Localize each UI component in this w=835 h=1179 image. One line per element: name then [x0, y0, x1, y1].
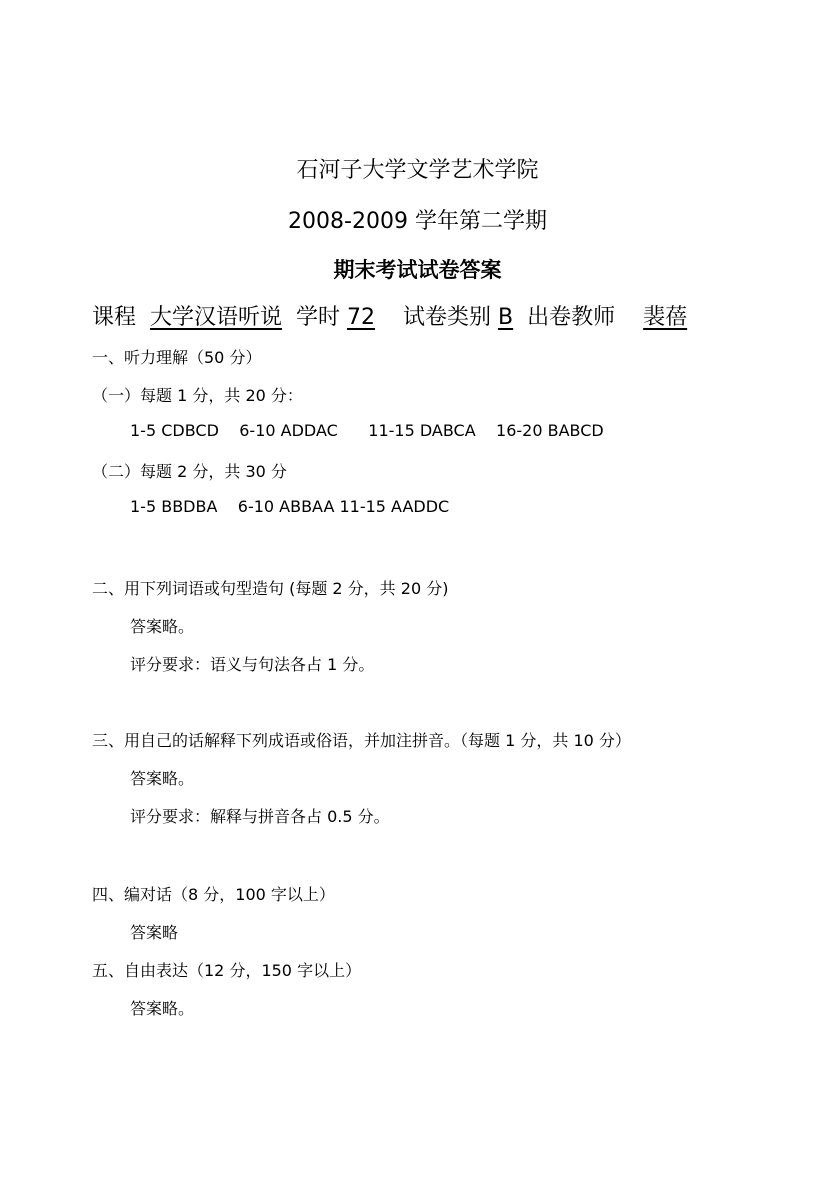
section3-heading: 三、用自己的话解释下列成语或俗语，并加注拼音。（每题 1 分，共 10 分） — [92, 731, 631, 750]
section1-part1-heading: （一）每题 1 分，共 20 分： — [92, 386, 303, 405]
document-title: 期末考试试卷答案 — [333, 258, 502, 282]
section1-part2-heading: （二）每题 2 分，共 30 分 — [92, 462, 287, 481]
term-title: 2008-2009 学年第二学期 — [288, 209, 547, 234]
section1-part2-answers: 1-5 BBDBA 6-10 ABBAA 11-15 AADDC — [130, 497, 450, 516]
section2-heading: 二、用下列词语或句型造句 (每题 2 分，共 20 分) — [92, 579, 449, 598]
hours-label: 学时 — [296, 305, 341, 330]
course-label: 课程 — [92, 305, 137, 330]
section5-answer: 答案略。 — [130, 999, 195, 1018]
type-label: 试卷类别 — [403, 305, 492, 330]
section2-scoring: 评分要求：语义与句法各占 1 分。 — [130, 655, 375, 674]
hours-value: 72 — [347, 305, 376, 330]
section3-answer: 答案略。 — [130, 769, 195, 788]
school-title: 石河子大学文学艺术学院 — [296, 158, 539, 183]
course-value: 大学汉语听说 — [150, 305, 283, 330]
section5-heading: 五、自由表达（12 分，150 字以上） — [92, 961, 362, 980]
teacher-label: 出卷教师 — [527, 305, 616, 330]
type-value: B — [498, 305, 514, 330]
course-info-line — [92, 300, 687, 331]
section1-part1-answers: 1-5 CDBCD 6-10 ADDAC 11-15 DABCA 16-20 BABCD — [130, 421, 604, 440]
section1-heading: 一、听力理解（50 分） — [92, 348, 262, 367]
section4-answer: 答案略 — [130, 923, 179, 942]
teacher-value: 裴蓓 — [643, 305, 688, 330]
section4-heading: 四、编对话（8 分，100 字以上） — [92, 885, 335, 904]
section3-scoring: 评分要求：解释与拼音各占 0.5 分。 — [130, 807, 390, 826]
section2-answer: 答案略。 — [130, 617, 195, 636]
